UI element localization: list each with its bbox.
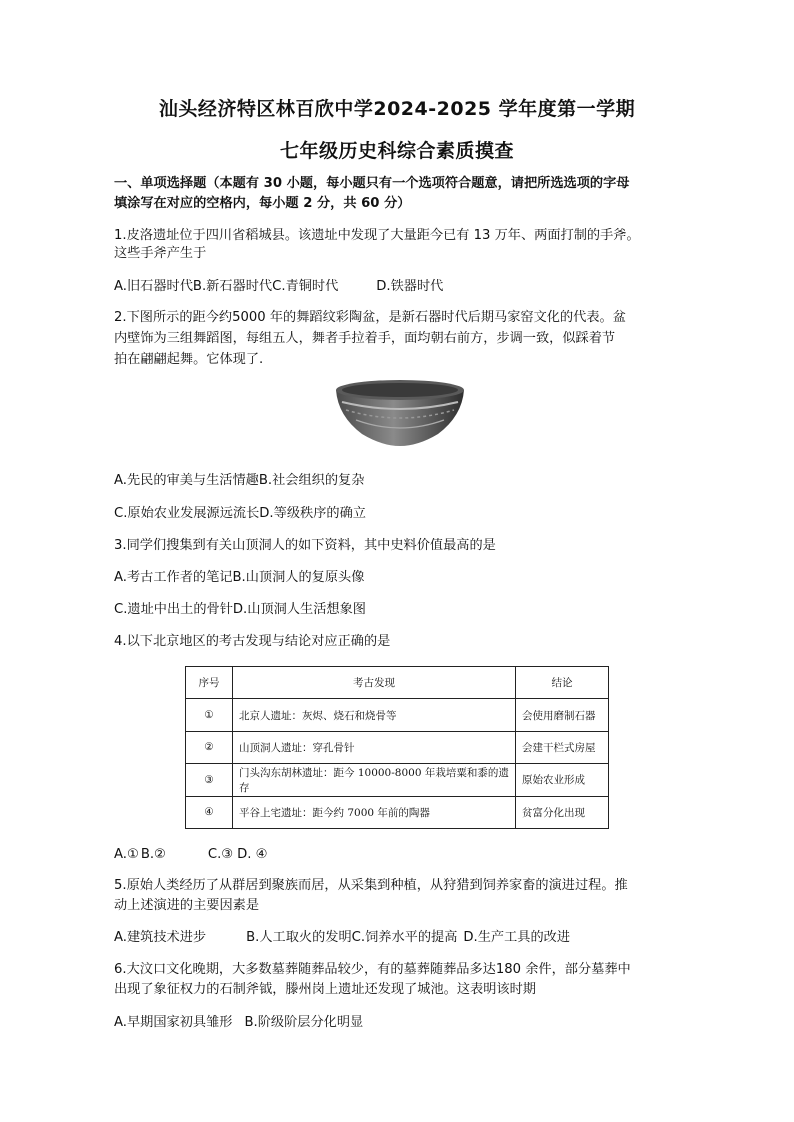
option-a[interactable]: A.建筑技术进步 xyxy=(114,930,207,945)
question-1-options xyxy=(114,277,694,297)
option-b[interactable]: B.阶级阶层分化明显 xyxy=(244,1015,364,1030)
table-header: 结论 xyxy=(516,667,609,699)
option-c[interactable]: C.遗址中出土的骨针 xyxy=(114,602,233,617)
option-b[interactable]: B.人工取火的发明 xyxy=(246,930,352,945)
table-cell: 原始农业形成 xyxy=(516,764,609,796)
painted-pottery-basin-image xyxy=(332,376,468,448)
question-6-options xyxy=(114,1013,694,1033)
section-heading: 一、单项选择题（本题有 30 小题，每小题只有一个选项符合题意，请把所选选项的字母 xyxy=(114,176,630,191)
exam-title: 汕头经济特区林百欣中学2024-2025 学年度第一学期 xyxy=(158,98,636,120)
question-6-line-1: 6.大汶口文化晚期，大多数墓葬随葬品较少，有的墓葬随葬品多达180 余件，部分墓葬中 xyxy=(114,962,631,977)
option-d[interactable]: D.山顶洞人生活想象图 xyxy=(232,602,366,617)
option-d[interactable]: D. ④ xyxy=(237,847,268,862)
option-b[interactable]: B.社会组织的复杂 xyxy=(258,473,365,488)
question-5-options xyxy=(114,928,694,948)
section-heading-cont: 填涂写在对应的空格内，每小题 2 分，共 60 分） xyxy=(114,196,411,211)
question-2-options-row-2 xyxy=(114,504,694,524)
option-c[interactable]: C.饲养水平的提高 xyxy=(351,930,458,945)
question-6-line-2: 出现了象征权力的石制斧钺，滕州岗上遗址还发现了城池。这表明该时期 xyxy=(114,982,536,997)
option-b[interactable]: B.② xyxy=(140,847,166,862)
question-3-options-row-2 xyxy=(114,600,694,620)
table-row xyxy=(186,764,609,796)
option-c[interactable]: C.原始农业发展源远流长 xyxy=(114,506,260,521)
table-cell: 贫富分化出现 xyxy=(516,796,609,828)
option-c[interactable]: C.③ xyxy=(207,847,234,862)
question-1-line-1: 1.皮洛遗址位于四川省稻城县。该遗址中发现了大量距今已有 13 万年、两面打制的手斧。 xyxy=(114,228,640,243)
option-a[interactable]: A.① xyxy=(114,847,139,862)
table-cell: 会使用磨制石器 xyxy=(516,699,609,731)
option-d[interactable]: D.铁器时代 xyxy=(376,279,444,294)
question-4-options xyxy=(114,845,694,865)
option-a[interactable]: A.旧石器时代 xyxy=(114,279,193,294)
question-5-line-1: 5.原始人类经历了从群居到聚族而居，从采集到种植，从狩猎到饲养家畜的演进过程。推 xyxy=(114,878,628,893)
table-header: 序号 xyxy=(186,667,233,699)
table-cell: 山顶洞人遗址：穿孔骨针 xyxy=(233,731,516,763)
question-4-line-1: 4.以下北京地区的考古发现与结论对应正确的是 xyxy=(114,634,391,649)
option-d[interactable]: D.等级秩序的确立 xyxy=(259,506,366,521)
option-b[interactable]: B.山顶洞人的复原头像 xyxy=(232,570,365,585)
table-cell: 会建干栏式房屋 xyxy=(516,731,609,763)
table-header-row xyxy=(186,667,609,699)
table-cell: ② xyxy=(186,731,233,763)
table-row xyxy=(186,796,609,828)
question-1-line-2: 这些手斧产生于 xyxy=(114,246,207,261)
table-header: 考古发现 xyxy=(233,667,516,699)
option-b[interactable]: B.新石器时代 xyxy=(192,279,273,294)
table-row xyxy=(186,699,609,731)
question-3-options-row-1 xyxy=(114,568,694,588)
option-c[interactable]: C.青铜时代 xyxy=(272,279,339,294)
table-cell: 门头沟东胡林遗址：距今 10000-8000 年栽培粟和黍的遗存 xyxy=(233,764,516,796)
table-cell: ④ xyxy=(186,796,233,828)
option-a[interactable]: A.考古工作者的笔记 xyxy=(114,570,233,585)
question-3-line-1: 3.同学们搜集到有关山顶洞人的如下资料，其中史料价值最高的是 xyxy=(114,538,496,553)
question-2-line-3: 拍在翩翩起舞。它体现了. xyxy=(114,352,264,367)
question-5-line-2: 动上述演进的主要因素是 xyxy=(114,898,260,913)
table-cell: ③ xyxy=(186,764,233,796)
question-2-line-2: 内壁饰为三组舞蹈图，每组五人，舞者手拉着手，面均朝右前方，步调一致，似踩着节 xyxy=(114,331,616,346)
table-cell: ① xyxy=(186,699,233,731)
option-a[interactable]: A.早期国家初具雏形 xyxy=(114,1015,233,1030)
question-2-options-row-1 xyxy=(114,471,694,491)
table-cell: 北京人遗址：灰烬、烧石和烧骨等 xyxy=(233,699,516,731)
option-a[interactable]: A.先民的审美与生活情趣 xyxy=(114,473,259,488)
exam-subtitle: 七年级历史科综合素质摸查 xyxy=(279,140,514,162)
archaeology-table xyxy=(185,666,609,829)
table-cell: 平谷上宅遗址：距今约 7000 年前的陶器 xyxy=(233,796,516,828)
table-row xyxy=(186,731,609,763)
option-d[interactable]: D.生产工具的改进 xyxy=(463,930,571,945)
question-2-line-1: 2.下图所示的距今约5000 年的舞蹈纹彩陶盆，是新石器时代后期马家窑文化的代表。盆 xyxy=(114,310,626,325)
